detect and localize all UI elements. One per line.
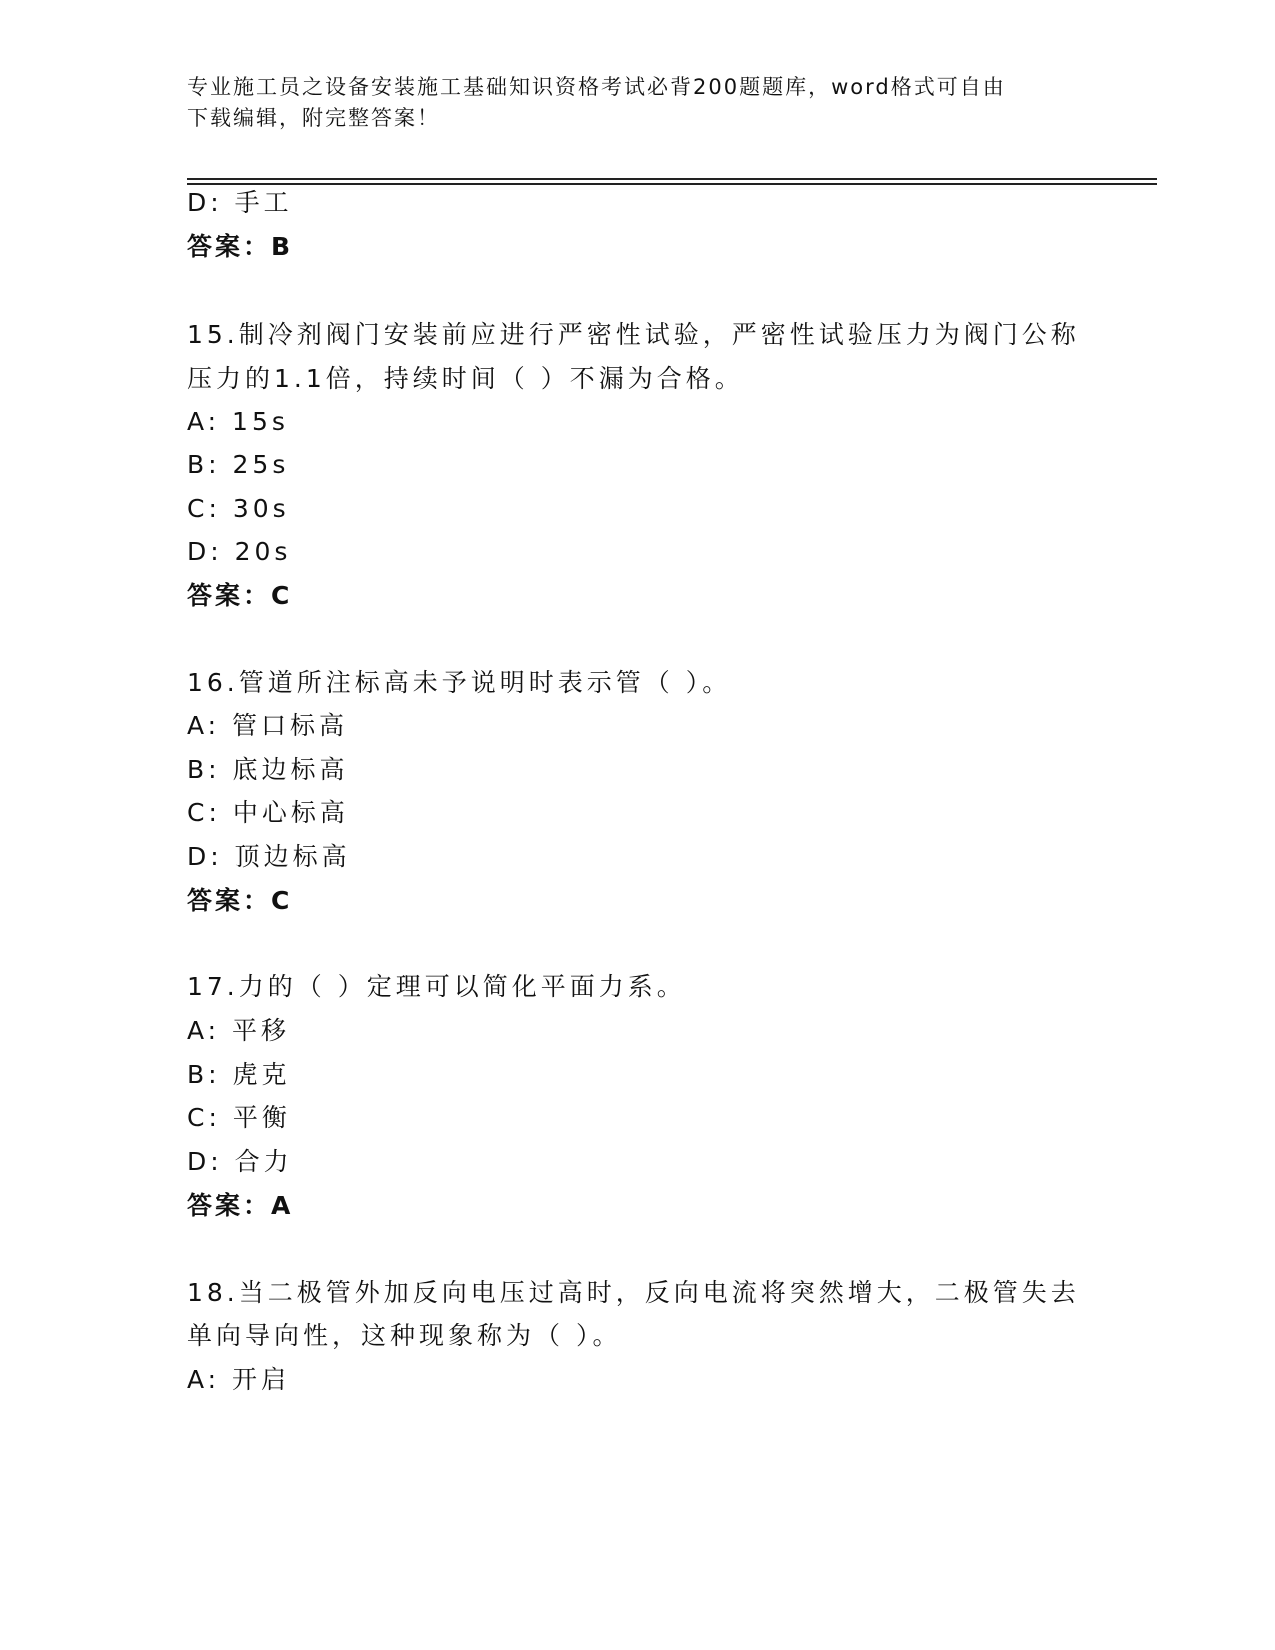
question-15-option-c: C: 30s xyxy=(187,494,290,523)
question-18-stem-line-2: 单向导向性，这种现象称为（ ）。 xyxy=(187,1321,622,1350)
question-17-option-a: A: 平移 xyxy=(187,1016,291,1045)
question-16-option-a: A: 管口标高 xyxy=(187,711,349,740)
header-title-line-1: 专业施工员之设备安装施工基础知识资格考试必背200题题库，word格式可自由 xyxy=(187,75,1006,99)
prev-answer: 答案：B xyxy=(187,232,294,261)
question-15-option-a: A: 15s xyxy=(187,407,289,436)
header-divider-bottom xyxy=(187,183,1157,185)
question-15-stem-line-1: 15.制冷剂阀门安装前应进行严密性试验，严密性试验压力为阀门公称 xyxy=(187,320,1080,349)
prev-option-d: D: 手工 xyxy=(187,188,293,217)
question-17-option-d: D: 合力 xyxy=(187,1147,293,1176)
question-15-answer: 答案：C xyxy=(187,581,293,610)
header-title-line-2: 下载编辑，附完整答案！ xyxy=(187,106,440,130)
question-17-stem: 17.力的（ ）定理可以简化平面力系。 xyxy=(187,972,686,1001)
question-18-stem-line-1: 18.当二极管外加反向电压过高时，反向电流将突然增大，二极管失去 xyxy=(187,1278,1080,1307)
question-15-stem-line-2: 压力的1.1倍，持续时间（ ）不漏为合格。 xyxy=(187,364,744,393)
question-16-option-b: B: 底边标高 xyxy=(187,755,349,784)
question-17-option-b: B: 虎克 xyxy=(187,1060,291,1089)
question-16-answer: 答案：C xyxy=(187,886,293,915)
question-15-option-d: D: 20s xyxy=(187,537,292,566)
question-16-option-c: C: 中心标高 xyxy=(187,798,349,827)
document-header xyxy=(187,72,1087,134)
question-17-answer: 答案：A xyxy=(187,1191,294,1220)
question-18-option-a: A: 开启 xyxy=(187,1365,291,1394)
question-16-stem: 16.管道所注标高未予说明时表示管（ ）。 xyxy=(187,668,732,697)
question-16-option-d: D: 顶边标高 xyxy=(187,842,351,871)
question-15-option-b: B: 25s xyxy=(187,450,290,479)
question-17-option-c: C: 平衡 xyxy=(187,1103,291,1132)
header-divider-top xyxy=(187,178,1157,180)
